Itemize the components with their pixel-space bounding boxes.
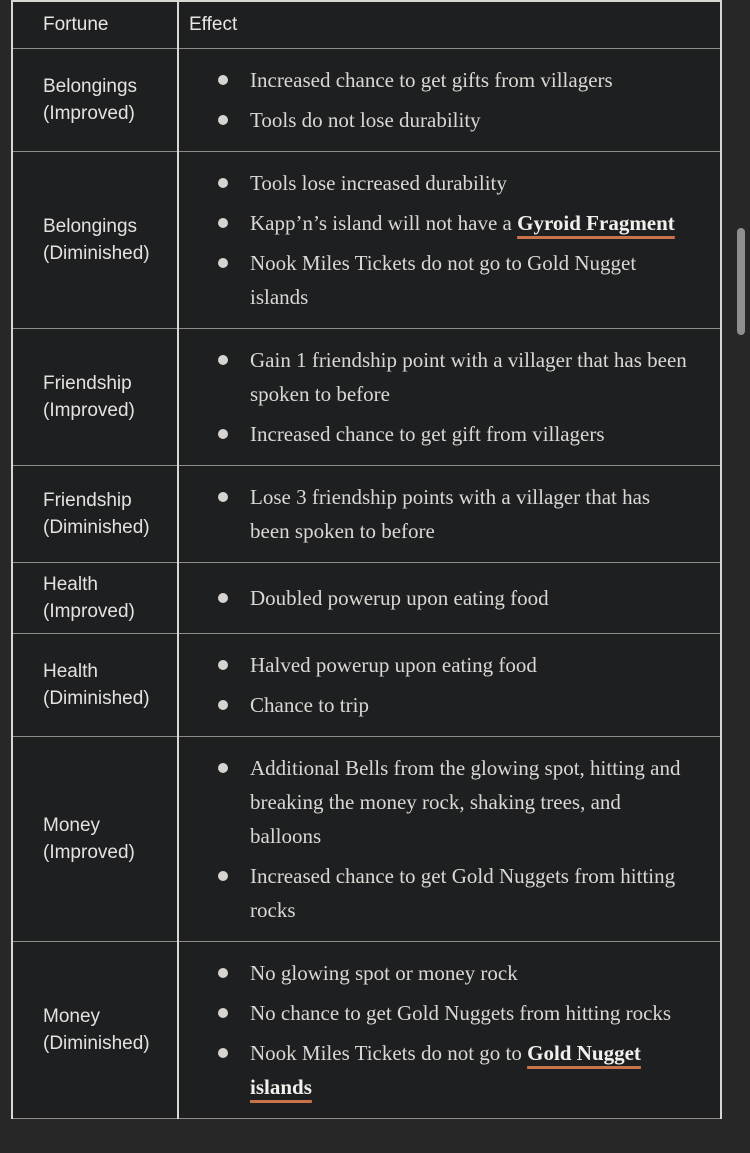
fortune-cell-label: Friendship (Improved) — [43, 373, 135, 421]
bullet-icon — [218, 492, 228, 502]
bullet-icon — [218, 1008, 228, 1018]
effects-list — [179, 480, 694, 548]
effect-item — [179, 417, 694, 451]
fortune-effects-table — [11, 0, 722, 1119]
fortune-cell — [12, 634, 178, 737]
effect-item — [179, 581, 694, 615]
table-row — [12, 329, 721, 466]
effect-text: Kapp’n’s island will not have a — [250, 211, 518, 235]
effect-item — [179, 751, 694, 853]
effect-item — [179, 859, 694, 927]
effect-text: Increased chance to get Gold Nuggets from hitting rocks — [250, 864, 676, 922]
effect-text: No glowing spot or money rock — [250, 961, 518, 985]
effects-list — [179, 648, 694, 722]
table-header — [12, 1, 721, 49]
table-row — [12, 466, 721, 563]
effect-item — [179, 63, 694, 97]
effect-cell — [178, 152, 721, 329]
header-cell-effect: Effect — [178, 1, 721, 49]
bullet-icon — [218, 660, 228, 670]
effects-list — [179, 956, 694, 1104]
scrollbar-thumb[interactable] — [737, 228, 745, 335]
effect-text: Nook Miles Tickets do not go to Gold Nugget islands — [250, 251, 637, 309]
effect-cell — [178, 634, 721, 737]
effect-item — [179, 166, 694, 200]
effect-text: Lose 3 friendship points with a villager that has been spoken to before — [250, 485, 651, 543]
effects-list — [179, 581, 694, 615]
fortune-cell — [12, 466, 178, 563]
fortune-cell-label: Belongings (Diminished) — [43, 216, 150, 264]
fortune-cell-label: Health (Improved) — [43, 574, 135, 622]
effect-cell — [178, 466, 721, 563]
effect-item — [179, 480, 694, 548]
effect-item — [179, 206, 694, 240]
effect-item — [179, 648, 694, 682]
fortune-cell — [12, 152, 178, 329]
effects-list — [179, 63, 694, 137]
header-cell-fortune: Fortune — [12, 1, 178, 49]
bullet-icon — [218, 115, 228, 125]
fortune-cell — [12, 563, 178, 634]
bullet-icon — [218, 178, 228, 188]
effect-text: Nook Miles Tickets do not go to — [250, 1041, 528, 1065]
table-row — [12, 737, 721, 942]
bullet-icon — [218, 871, 228, 881]
effect-text: Tools do not lose durability — [250, 108, 481, 132]
table-row — [12, 152, 721, 329]
fortune-cell — [12, 49, 178, 152]
effect-cell — [178, 563, 721, 634]
fortune-cell — [12, 737, 178, 942]
fortune-cell — [12, 942, 178, 1119]
bullet-icon — [218, 1048, 228, 1058]
effect-text: Tools lose increased durability — [250, 171, 507, 195]
effect-text: Increased chance to get gift from villagers — [250, 422, 605, 446]
bullet-icon — [218, 355, 228, 365]
effect-cell — [178, 329, 721, 466]
effect-item — [179, 246, 694, 314]
table-row — [12, 942, 721, 1119]
effect-item — [179, 956, 694, 990]
bullet-icon — [218, 700, 228, 710]
bullet-icon — [218, 75, 228, 85]
effect-cell — [178, 942, 721, 1119]
effect-text: Additional Bells from the glowing spot, hitting and breaking the money rock, shaking trees, and balloons — [250, 756, 681, 848]
effect-cell — [178, 49, 721, 152]
effect-text: Halved powerup upon eating food — [250, 653, 537, 677]
fortune-cell-label: Friendship (Diminished) — [43, 490, 150, 538]
fortune-cell — [12, 329, 178, 466]
fortune-cell-label: Health (Diminished) — [43, 661, 150, 709]
effect-text: Doubled powerup upon eating food — [250, 586, 549, 610]
table-body — [12, 49, 721, 1119]
effect-text: Gain 1 friendship point with a villager that has been spoken to before — [250, 348, 687, 406]
effect-item — [179, 996, 694, 1030]
bullet-icon — [218, 763, 228, 773]
bullet-icon — [218, 593, 228, 603]
table-row — [12, 49, 721, 152]
bullet-icon — [218, 429, 228, 439]
effect-item — [179, 1036, 694, 1104]
effect-text: No chance to get Gold Nuggets from hitting rocks — [250, 1001, 672, 1025]
effects-list — [179, 751, 694, 927]
effect-item — [179, 688, 694, 722]
table-row — [12, 563, 721, 634]
effect-item — [179, 103, 694, 137]
bullet-icon — [218, 968, 228, 978]
bullet-icon — [218, 218, 228, 228]
effect-text: Chance to trip — [250, 693, 369, 717]
gold-nugget-islands-link[interactable]: Gold Nugget islands — [250, 1041, 641, 1099]
effect-cell — [178, 737, 721, 942]
header-row — [12, 1, 721, 49]
effects-list — [179, 166, 694, 314]
bullet-icon — [218, 258, 228, 268]
fortune-cell-label: Money (Improved) — [43, 815, 135, 863]
effect-text: Increased chance to get gifts from villagers — [250, 68, 613, 92]
effect-item — [179, 343, 694, 411]
gyroid-fragment-link[interactable]: Gyroid Fragment — [517, 211, 675, 235]
table-row — [12, 634, 721, 737]
fortune-effects-table-wrap — [11, 0, 720, 1119]
fortune-cell-label: Belongings (Improved) — [43, 76, 138, 124]
fortune-cell-label: Money (Diminished) — [43, 1006, 150, 1054]
effects-list — [179, 343, 694, 451]
